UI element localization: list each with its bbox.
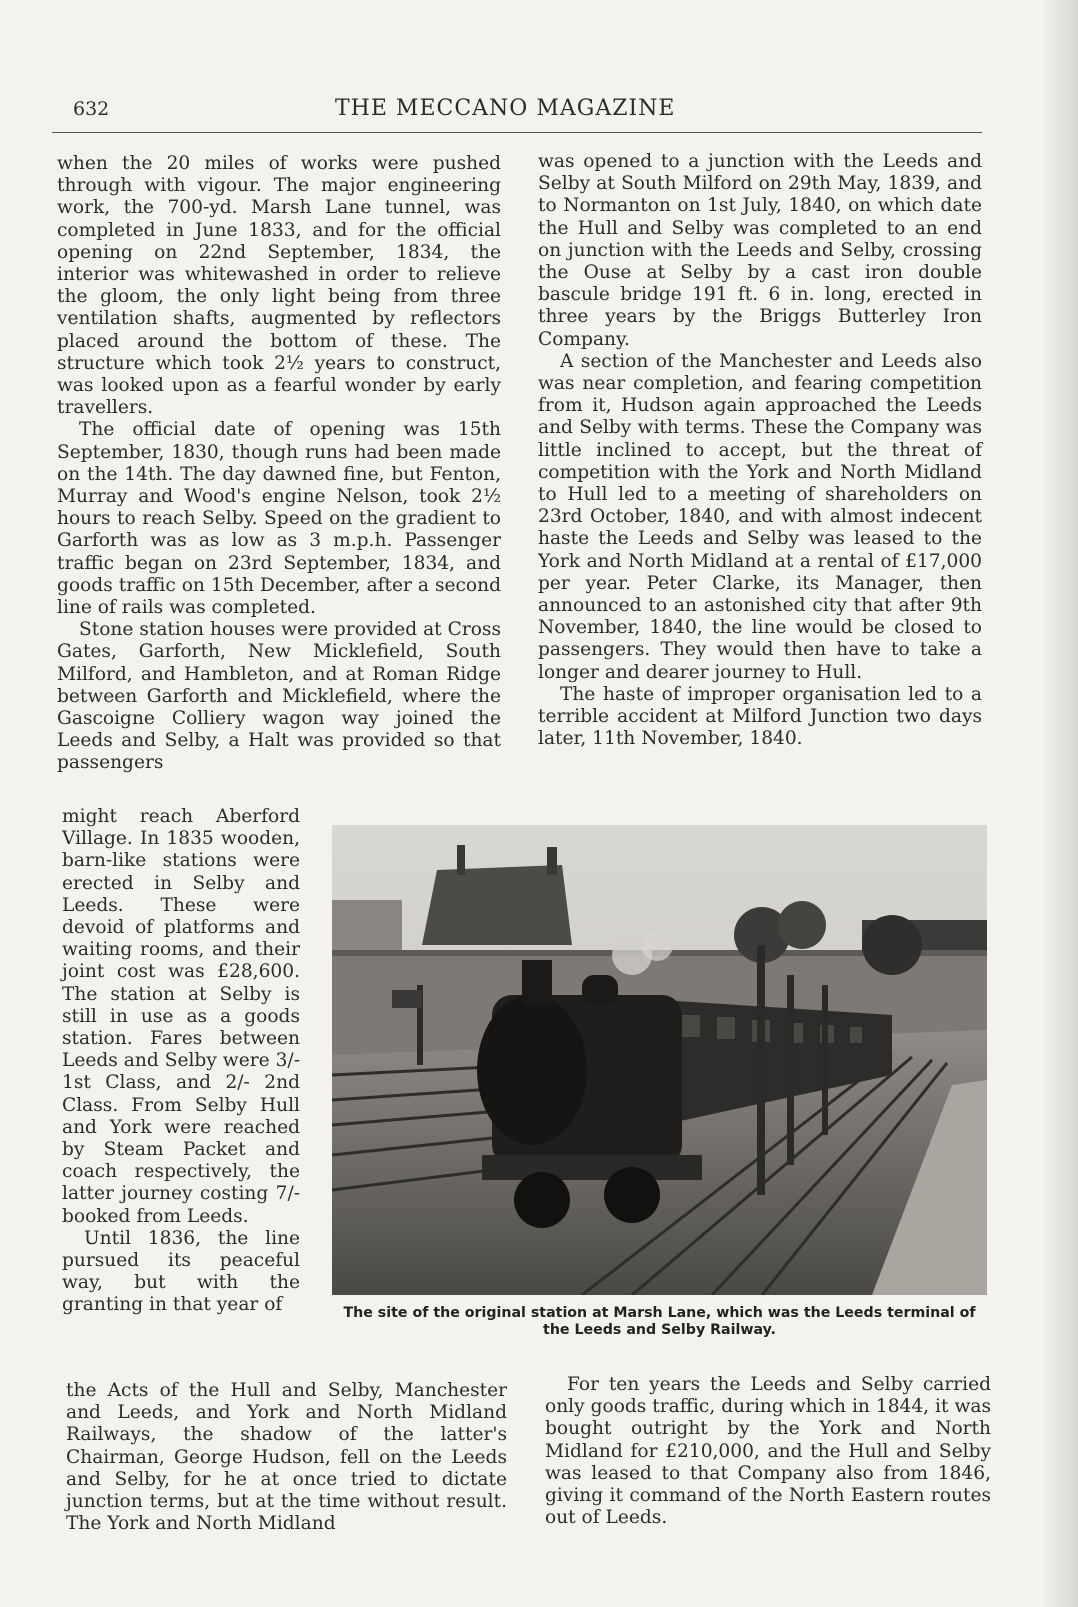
paragraph: was opened to a junction with the Leeds and Selby at South Milford on 29th May, 1839, and to Normanton on 1st July, 1840, on which date the Hull and Selby was completed to an end on junction with the Leeds and Selby, crossing the Ouse at Selby by a cast iron double bascule bridge 191 ft. 6 in. long, erected in three years by the Briggs Butterley Iron Company. (538, 151, 982, 350)
left-column (57, 153, 501, 775)
wrap-column (62, 806, 300, 1317)
header-rule (52, 132, 982, 133)
paragraph: The haste of improper organisation led to a terrible accident at Milford Junction two days later, 11th November, 1840. (538, 683, 982, 750)
train-photo (332, 825, 987, 1295)
paragraph: when the 20 miles of works were pushed through with vigour. The major engineering work, the 700-yd. Marsh Lane tunnel, was completed in June 1833, and for the official opening on 22nd September, 1834, the interior was whitewashed in order to relieve the gloom, the only light being from three ventilation shafts, augmented by reflectors placed around the bottom of these. The structure which took 2½ years to construct, was looked upon as a fearful wonder by early travellers. (57, 153, 501, 419)
bottom-left-text (66, 1380, 507, 1535)
paragraph: Until 1836, the line pursued its peaceful way, but with the granting in that year of (62, 1227, 300, 1316)
paragraph: For ten years the Leeds and Selby carried only goods traffic, during which in 1844, it was bought outright by the York and North Midland for £210,000, and the Hull and Selby was leased to that Company also from 1846, giving it command of the North Eastern routes out of Leeds. (545, 1374, 991, 1529)
paragraph: Stone station houses were provided at Cross Gates, Garforth, New Micklefield, South Milford, and Hambleton, and at Roman Ridge between Garforth and Micklefield, where the Gascoigne Colliery wagon way joined the Leeds and Selby, a Halt was provided so that passengers (57, 619, 501, 774)
magazine-title: THE MECCANO MAGAZINE (335, 96, 676, 121)
page-edge-shadow (1044, 0, 1078, 1607)
paragraph: might reach Aberford Village. In 1835 wooden, barn-like stations were erected in Selby and Leeds. These were devoid of platforms and waiting rooms, and their joint cost was £28,600. The station at Selby is still in use as a goods station. Fares between Leeds and Selby were 3/- 1st Class, and 2/- 2nd Class. From Selby Hull and York were reached by Steam Packet and coach respectively, the latter journey costing 7/- booked from Leeds. (62, 806, 300, 1227)
page-number: 632 (73, 98, 110, 120)
photo-caption: The site of the original station at Marsh Lane, which was the Leeds terminal of the Leeds and Selby Railway. (343, 1305, 976, 1338)
paragraph: the Acts of the Hull and Selby, Manchester and Leeds, and York and North Midland Railways, the shadow of the latter's Chairman, George Hudson, fell on the Leeds and Selby, for he at once tried to dictate junction terms, but at the time without result. The York and North Midland (66, 1380, 507, 1535)
right-column (538, 151, 982, 750)
paragraph: A section of the Manchester and Leeds also was near completion, and fearing competition from it, Hudson again approached the Leeds and Selby with terms. These the Company was little inclined to accept, but the threat of competition with the York and North Midland to Hull led to a meeting of shareholders on 23rd October, 1840, and with almost indecent haste the Leeds and Selby was leased to the York and North Midland at a rental of £17,000 per year. Peter Clarke, its Manager, then announced to an astonished city that after 9th November, 1840, the line would be closed to passengers. They would then have to take a longer and dearer journey to Hull. (538, 350, 982, 683)
paragraph: The official date of opening was 15th September, 1830, though runs had been made on the 14th. The day dawned fine, but Fenton, Murray and Wood's engine Nelson, took 2½ hours to reach Selby. Speed on the gradient to Garforth was as low as 3 m.p.h. Passenger traffic began on 23rd September, 1834, and goods traffic on 15th December, after a second line of rails was completed. (57, 419, 501, 619)
bottom-right-text (545, 1374, 991, 1529)
